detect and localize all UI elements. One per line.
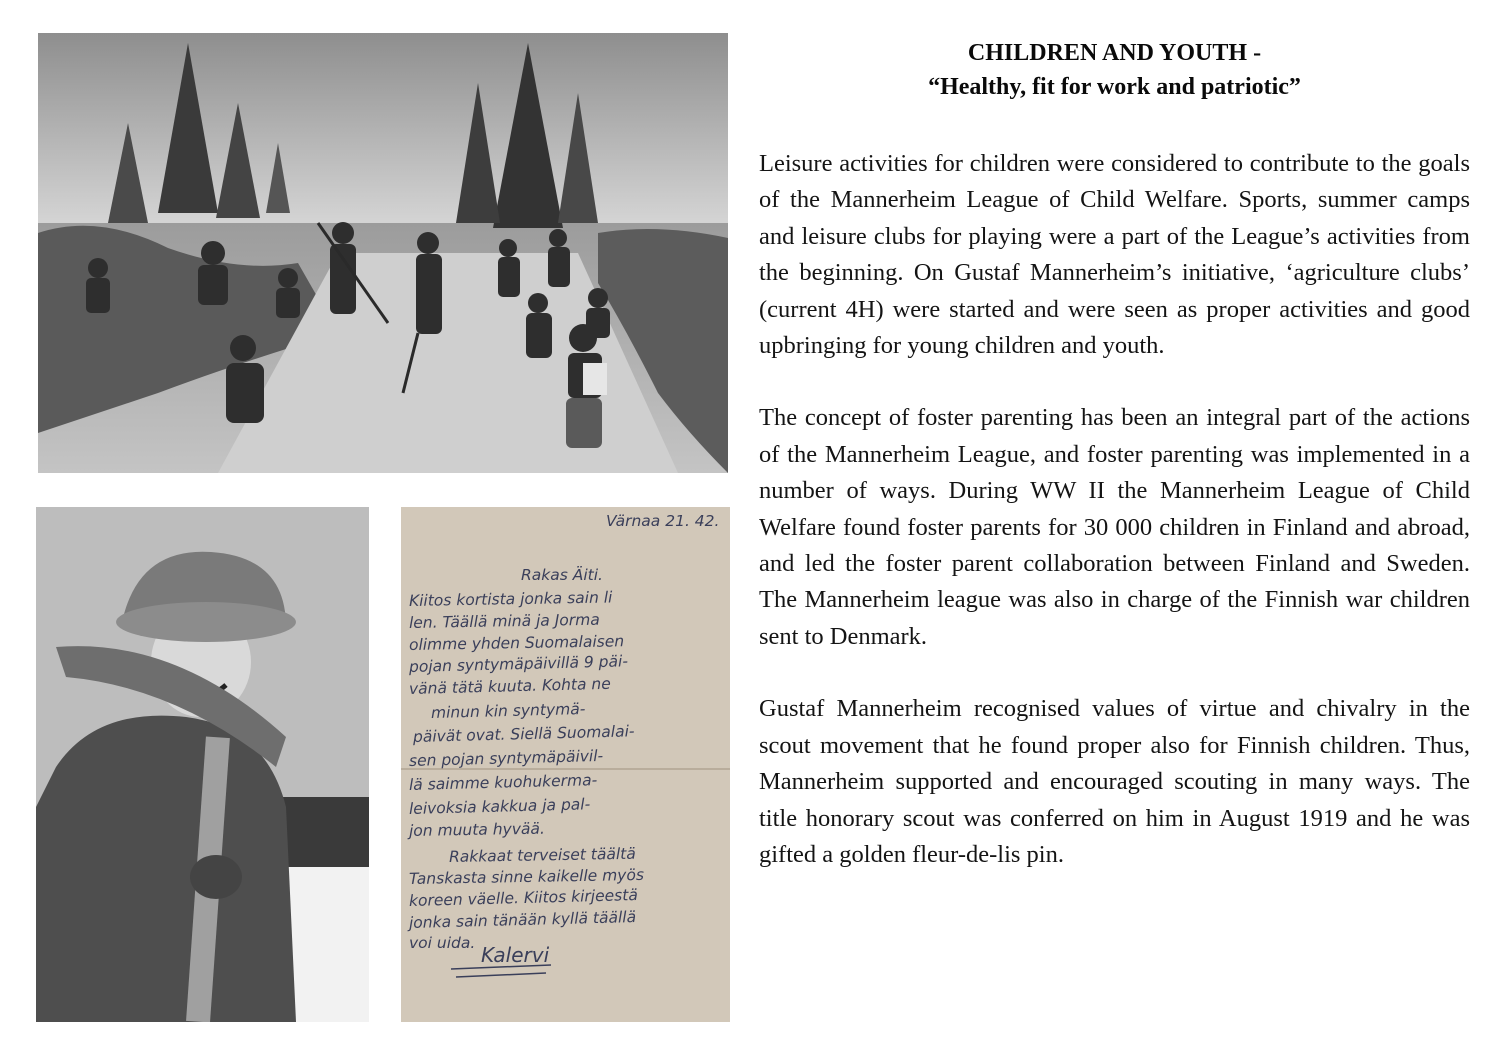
letter-line: jon muuta hyvää. xyxy=(408,819,546,840)
photo-boy-with-axe xyxy=(36,507,369,1022)
letter-line: vänä tätä kuuta. Kohta ne xyxy=(408,674,612,698)
page-title xyxy=(759,36,1470,104)
paragraph-foster-parenting: The concept of foster parenting has been an integral part of the actions of the Mannerheim League, and foster parenting was implemented in a number of ways. During WW II the Mannerheim League of Child Welfare found foster parents for 30 000 children in Finland and abroad, and led the foster parent collaboration between Finland and Sweden. The Mannerheim league was also in charge of the Finnish war children sent to Denmark. xyxy=(759,404,1470,650)
letter-line: len. Täällä minä ja Jorma xyxy=(408,610,600,632)
letter-line: sen pojan syntymäpäivil- xyxy=(408,746,604,770)
photo-children-garden xyxy=(38,33,728,473)
letter-line: lä saimme kuohukerma- xyxy=(408,771,598,794)
letter-line: jonka sain tänään kyllä täällä xyxy=(408,908,637,932)
letter-line: Kiitos kortista jonka sain li xyxy=(408,588,613,610)
boy-photo-graphic xyxy=(36,507,369,1022)
photo-handwritten-letter xyxy=(401,507,730,1022)
garden-photo-graphic xyxy=(38,33,728,473)
letter-line: Värnaa 21. 42. xyxy=(606,512,720,530)
letter-line: Rakkaat terveiset täältä xyxy=(448,844,636,866)
letter-line: voi uida. xyxy=(409,934,476,952)
letter-handwriting xyxy=(401,507,730,1022)
letter-line: leivoksia kakkua ja pal- xyxy=(408,795,591,818)
paragraph-leisure: Leisure activities for children were considered to contribute to the goals of the Mannerheim League of Child Welfare. Sports, summer camps and leisure clubs for playing were a part of the League’s activities from the beginning. On Gustaf Mannerheim’s initiative, ‘agriculture clubs’ (current 4H) were started and were seen as proper activities and good upbringing for young children and youth. xyxy=(759,150,1470,360)
letter-line: Tanskasta sinne kaikelle myös xyxy=(408,865,645,888)
letter-signature: Kalervi xyxy=(481,943,550,967)
letter-line: minun kin syntymä- xyxy=(430,699,586,722)
letter-line: päivät ovat. Siellä Suomalai- xyxy=(412,722,635,746)
title-line-2: “Healthy, fit for work and patriotic” xyxy=(928,74,1301,100)
letter-line: pojan syntymäpäivillä 9 päi- xyxy=(408,652,629,676)
letter-line: olimme yhden Suomalaisen xyxy=(408,632,625,654)
title-line-1: CHILDREN AND YOUTH - xyxy=(967,40,1262,66)
paragraph-scouting: Gustaf Mannerheim recognised values of virtue and chivalry in the scout movement that he found proper also for Finnish children. Thus, Mannerheim supported and encouraged scouting in many ways. The title honorary scout was conferred on him in August 1919 and he was gifted a golden fleur-de-lis pin. xyxy=(759,695,1470,868)
letter-line: koreen väelle. Kiitos kirjeestä xyxy=(408,886,639,910)
letter-line: Rakas Äiti. xyxy=(521,566,603,584)
text-column xyxy=(759,36,1470,873)
